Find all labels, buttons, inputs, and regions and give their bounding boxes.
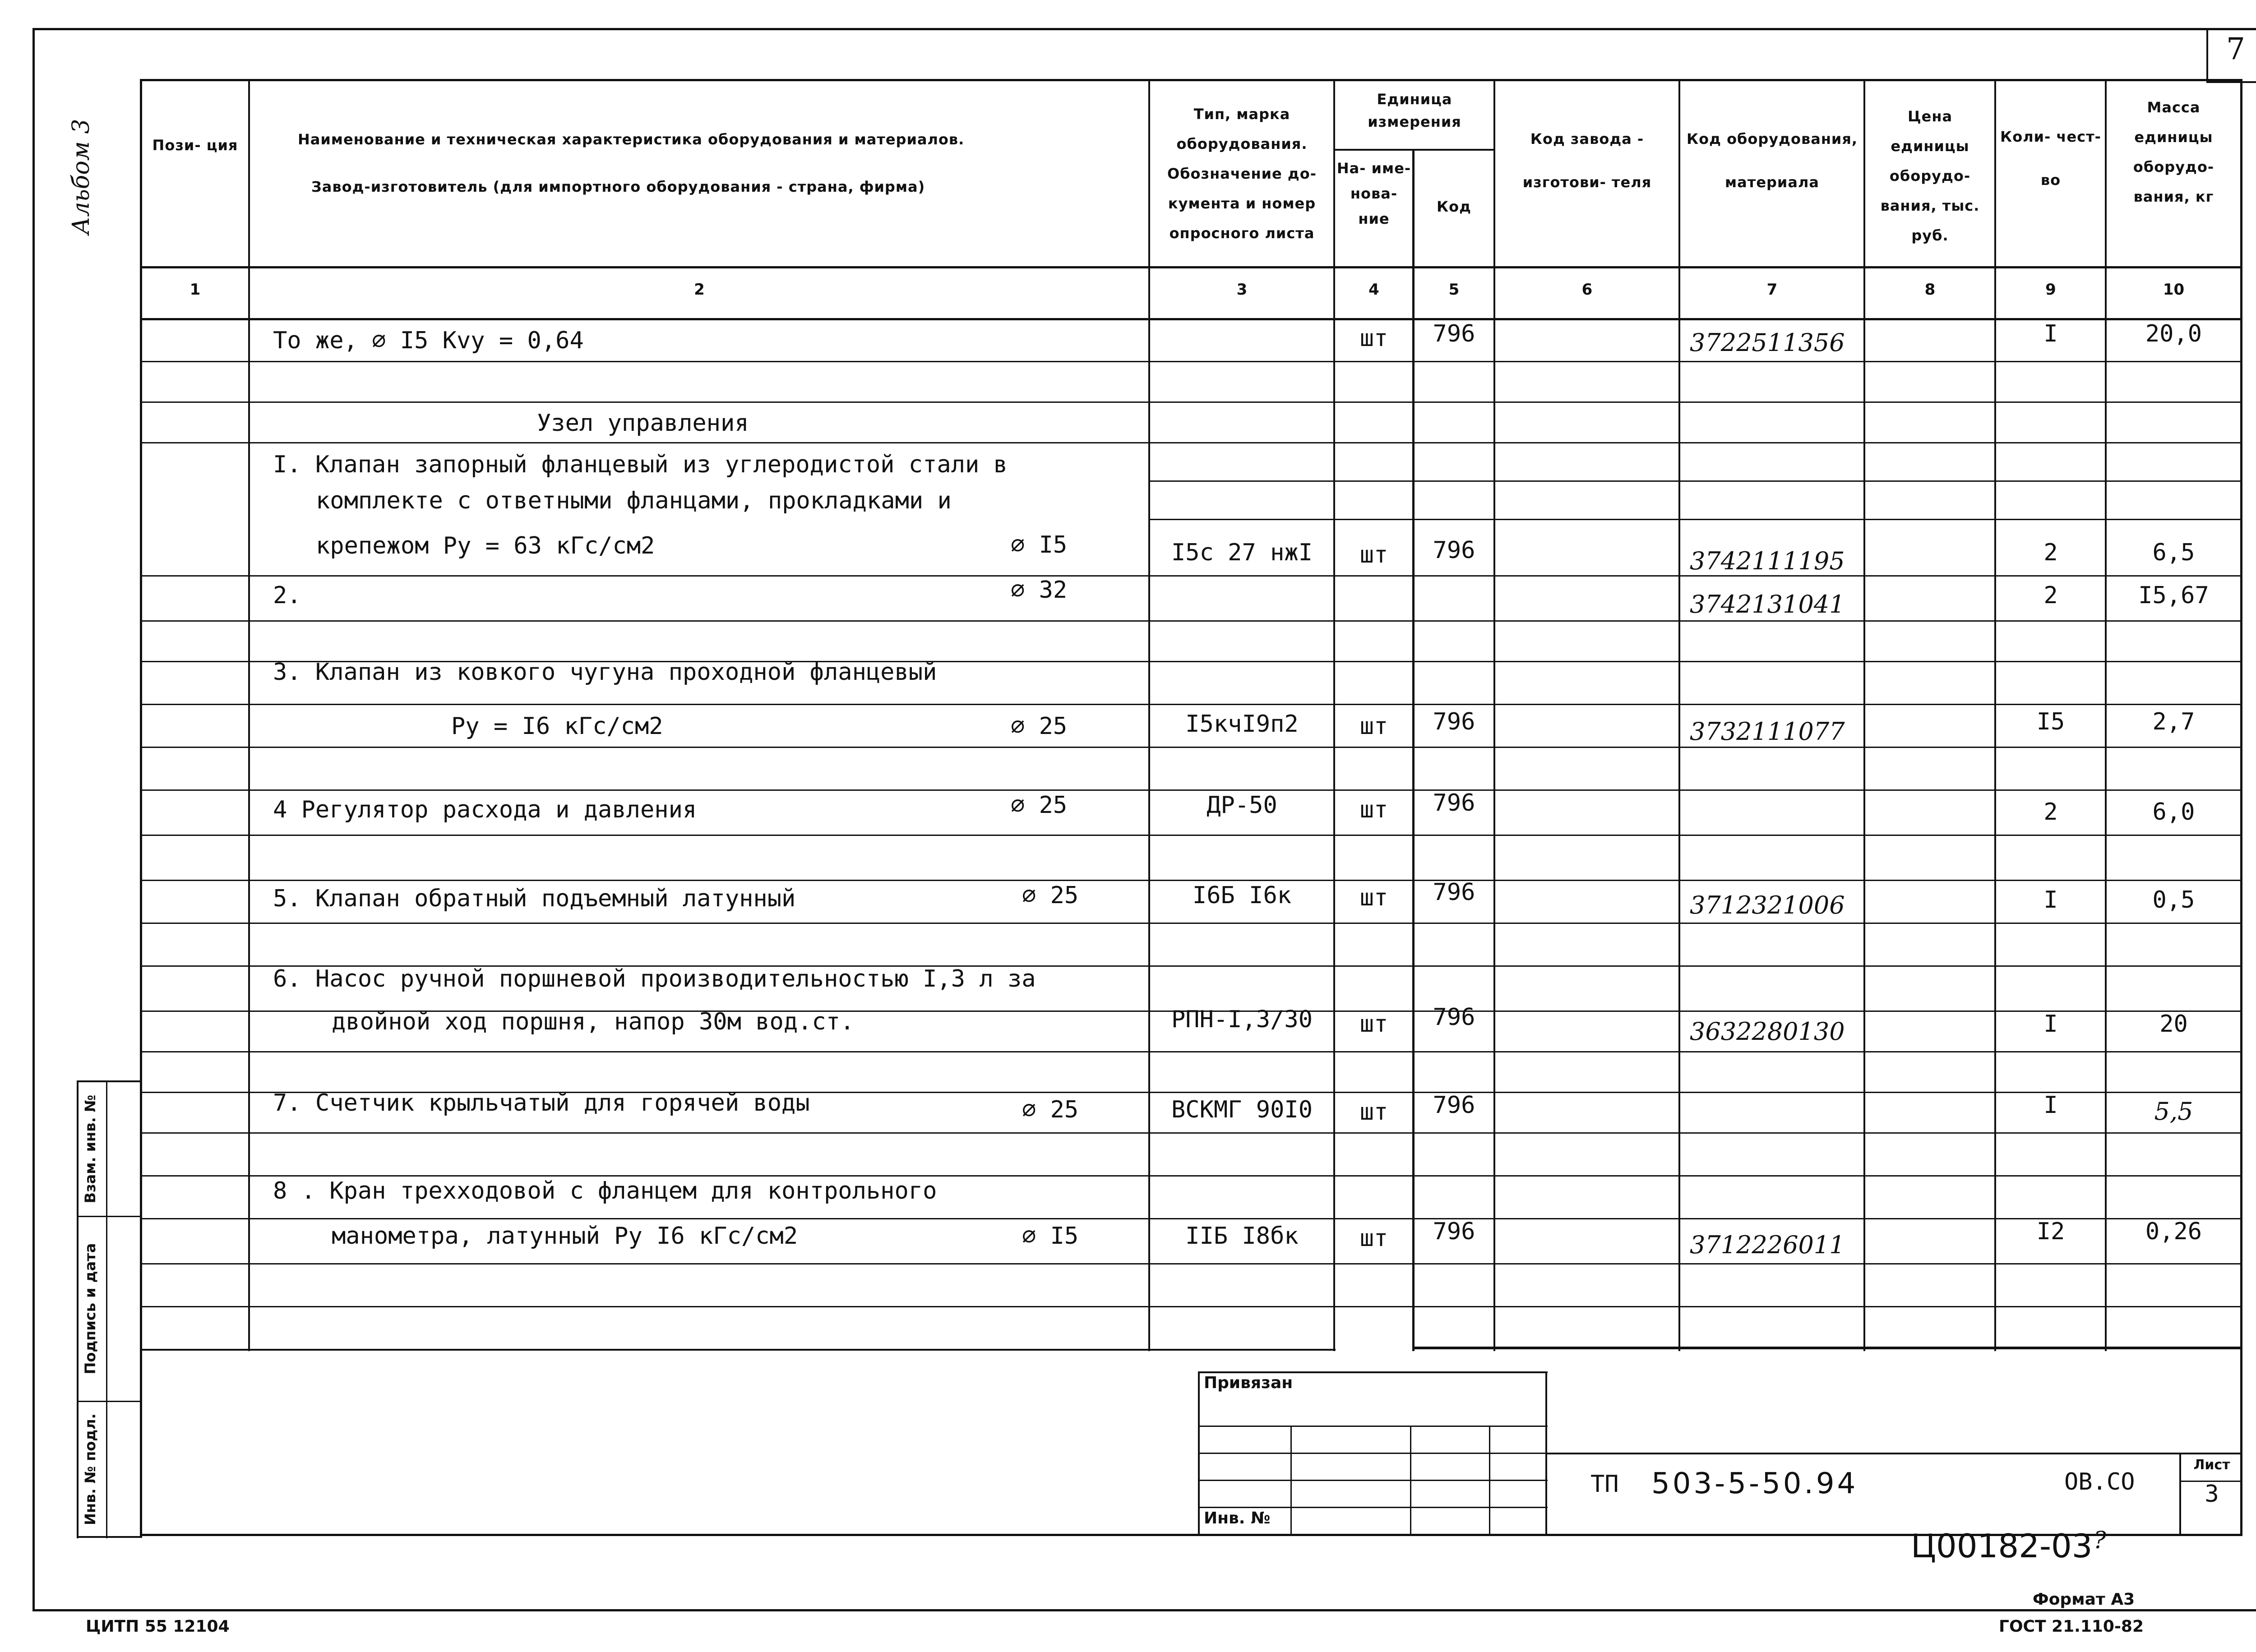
row-line <box>140 620 2242 622</box>
row-name: Ру = I6 кГс/см2 <box>451 713 663 740</box>
row-qty: I2 <box>2036 1218 2065 1245</box>
row-line <box>140 747 2242 748</box>
row-item-code: 3712226011 <box>1690 1231 1845 1259</box>
colnum-8: 8 <box>1924 281 1936 299</box>
section-title: Узел управления <box>537 410 749 437</box>
row-qty: 2 <box>2043 539 2058 566</box>
col-sep-5 <box>1493 79 1495 1351</box>
footer-format: Формат А3 <box>2033 1590 2135 1609</box>
row-line <box>140 835 2242 836</box>
row-line <box>140 1218 2242 1219</box>
stamp-doc-number: 503-5-50.94 <box>1651 1467 1858 1500</box>
row-qty: I <box>2043 1011 2058 1038</box>
row-line <box>140 401 2242 403</box>
row-name: двойной ход поршня, напор 30м вод.ст. <box>332 1008 855 1035</box>
stamp-col <box>1290 1426 1292 1536</box>
row-code: 796 <box>1433 789 1475 817</box>
row-code: 796 <box>1433 1218 1475 1245</box>
col-sep-6 <box>1678 79 1680 1351</box>
handwritten-mark: ? <box>2094 1527 2106 1554</box>
header-bottom <box>140 266 2242 268</box>
row-line <box>1148 480 2242 482</box>
row-item-code: 3632280130 <box>1690 1017 1845 1046</box>
row-item-code: 3732111077 <box>1690 717 1845 746</box>
col-sep-8 <box>1994 79 1996 1351</box>
row-code: 796 <box>1433 1092 1475 1119</box>
col-sep-1 <box>248 79 250 1351</box>
stamp-row <box>1198 1507 1548 1508</box>
row-line <box>140 1306 2242 1307</box>
row-diameter: ∅ 25 <box>1022 882 1079 909</box>
row-name: 6. Насос ручной поршневой производительностью I,3 л за <box>273 965 1036 992</box>
row-line <box>140 704 2242 705</box>
stamp-inv-no: Инв. № <box>1204 1509 1271 1527</box>
colnum-4: 4 <box>1368 281 1379 299</box>
row-mass: 20 <box>2159 1011 2188 1038</box>
row-name: 2. <box>273 582 301 609</box>
body-bottom <box>140 1349 1336 1351</box>
col-sep-9 <box>2105 79 2107 1351</box>
stamp-row <box>1198 1453 1548 1454</box>
row-mass: 6,0 <box>2152 798 2195 826</box>
row-qty: 2 <box>2043 798 2058 826</box>
stamp-doc-code: ТП <box>1590 1471 1619 1498</box>
row-item-code: 3742131041 <box>1690 590 1845 618</box>
row-line <box>1148 519 2242 520</box>
stamp-doc-mark: ОВ.СО <box>2064 1468 2135 1495</box>
row-type: I6Б I6к <box>1192 882 1292 909</box>
table-right <box>2240 79 2242 1536</box>
frame-left <box>32 28 35 1611</box>
handwritten-code: Ц00182-03 <box>1911 1527 2093 1565</box>
row-line <box>140 1132 2242 1134</box>
row-unit: шт <box>1359 1225 1388 1252</box>
row-unit: шт <box>1359 1098 1388 1126</box>
footer-left: ЦИТП 55 12104 <box>86 1617 230 1636</box>
row-name: 3. Клапан из ковкого чугуна проходной фланцевый <box>273 659 937 686</box>
side-label-inv-podl: Инв. № подл. <box>82 1413 99 1525</box>
row-diameter: ∅ I5 <box>1022 1223 1079 1250</box>
header-col2-line1: Наименование и техническая характеристика оборудования и материалов. <box>298 131 965 148</box>
header-col10: Масса единицы оборудо- вания, кг <box>2133 99 2214 205</box>
colnum-6: 6 <box>1581 281 1593 299</box>
header-units-group: Единица измерения <box>1368 91 1461 130</box>
row-code: 796 <box>1433 708 1475 735</box>
row-type: ВСКМГ 90I0 <box>1171 1096 1313 1123</box>
row-mass: 0,26 <box>2145 1218 2202 1245</box>
row-mass: I5,67 <box>2138 582 2209 609</box>
side-mid <box>106 1080 107 1538</box>
col-sep-2 <box>1148 79 1150 1351</box>
colnum-7: 7 <box>1766 281 1778 299</box>
stamp-sheet-label: Лист <box>2193 1457 2230 1473</box>
row-name: То же, ∅ I5 Kvy = 0,64 <box>273 327 584 354</box>
row-unit: шт <box>1359 796 1388 823</box>
col-sep-7 <box>1863 79 1865 1351</box>
header-col3: Тип, марка оборудования. Обозначение до- кумента и номер опросного листа <box>1167 106 1317 242</box>
row-name: I. Клапан запорный фланцевый из углеродистой стали в <box>273 451 1008 478</box>
row-item-code: 3742111195 <box>1690 547 1845 575</box>
row-line <box>140 1051 2242 1052</box>
row-diameter: ∅ I5 <box>1011 531 1068 558</box>
colnum-1: 1 <box>190 281 201 299</box>
row-qty: 2 <box>2043 582 2058 609</box>
row-unit: шт <box>1359 1011 1388 1038</box>
row-qty: I5 <box>2036 708 2065 735</box>
row-qty: I <box>2043 1092 2058 1119</box>
row-diameter: ∅ 32 <box>1011 577 1068 604</box>
row-type: ДР-50 <box>1207 792 1277 819</box>
row-name: 8 . Кран трехходовой с фланцем для контрольного <box>273 1177 937 1204</box>
footer-gost: ГОСТ 21.110-82 <box>1999 1617 2144 1636</box>
header-col5: Код <box>1437 198 1471 215</box>
colnum-bottom <box>140 318 2242 320</box>
row-name: 5. Клапан обратный подъемный латунный <box>273 885 796 912</box>
row-type: I5с 27 нжI <box>1171 539 1313 566</box>
header-col9: Коли- чест- во <box>2000 128 2101 189</box>
stamp-main-top <box>1545 1453 2242 1454</box>
colnum-9: 9 <box>2045 281 2056 299</box>
side-label-podpis: Подпись и дата <box>82 1243 99 1375</box>
body-bottom-bold <box>1412 1347 2240 1349</box>
stamp-privyazan: Привязан <box>1204 1374 1293 1392</box>
row-line <box>140 361 2242 362</box>
colnum-2: 2 <box>694 281 705 299</box>
stamp-top <box>1198 1371 1548 1373</box>
stamp-col <box>1410 1426 1411 1536</box>
row-diameter: ∅ 25 <box>1011 713 1068 740</box>
header-col7: Код оборудования, материала <box>1686 130 1858 191</box>
colnum-5: 5 <box>1448 281 1460 299</box>
row-qty: I <box>2043 886 2058 914</box>
row-mass: 20,0 <box>2145 320 2202 347</box>
row-qty: I <box>2043 320 2058 347</box>
table-top <box>140 79 2242 81</box>
header-col8: Цена единицы оборудо- вания, тыс. руб. <box>1880 108 1980 244</box>
row-mass: 6,5 <box>2152 539 2195 566</box>
row-type: IIБ I8бк <box>1185 1223 1299 1250</box>
stamp-col <box>1489 1426 1490 1536</box>
row-name: крепежом Ру = 63 кГс/см2 <box>316 532 655 559</box>
col-sep-3 <box>1333 79 1335 1351</box>
row-code: 796 <box>1433 1004 1475 1031</box>
stamp-sheet-number: 3 <box>2205 1481 2219 1508</box>
row-item-code: 3722511356 <box>1690 328 1845 357</box>
side-label-vzam: Взам. инв. № <box>82 1094 99 1204</box>
row-diameter: ∅ 25 <box>1022 1096 1079 1123</box>
colnum-10: 10 <box>2163 281 2185 299</box>
row-name: 4 Регулятор расхода и давления <box>273 796 697 823</box>
row-name: 7. Счетчик крыльчатый для горячей воды <box>273 1089 810 1117</box>
row-mass: 0,5 <box>2152 886 2195 914</box>
row-line <box>140 880 2242 881</box>
row-diameter: ∅ 25 <box>1011 792 1068 819</box>
row-name: комплекте с ответными фланцами, прокладками и <box>316 487 952 514</box>
header-col1: Пози- ция <box>152 137 238 154</box>
stamp-row <box>1198 1426 1548 1427</box>
row-line <box>140 442 2242 443</box>
row-item-code: 3712321006 <box>1690 891 1845 919</box>
row-unit: шт <box>1359 541 1388 568</box>
colnum-3: 3 <box>1236 281 1248 299</box>
header-col2-line2: Завод-изготовитель (для импортного оборудования - страна, фирма) <box>311 178 925 195</box>
album-note: Альбом 3 <box>68 119 95 235</box>
row-line <box>140 789 2242 791</box>
row-mass: 5,5 <box>2154 1097 2193 1126</box>
row-code: 796 <box>1433 320 1475 347</box>
page-number-box-bottom <box>2206 81 2256 83</box>
row-type: РПН-I,3/30 <box>1171 1006 1313 1033</box>
header-col6: Код завода - изготови- теля <box>1522 130 1652 191</box>
frame-bottom <box>32 1609 2256 1611</box>
row-line <box>140 575 2242 577</box>
row-type: I5кчI9п2 <box>1185 711 1299 738</box>
row-mass: 2,7 <box>2152 708 2195 735</box>
row-line <box>140 1175 2242 1177</box>
row-name: манометра, латунный Ру I6 кГс/см2 <box>332 1223 798 1250</box>
header-col4: На- име- нова- ние <box>1336 160 1411 227</box>
row-line <box>140 1263 2242 1264</box>
side-left <box>77 1080 79 1538</box>
row-code: 796 <box>1433 879 1475 906</box>
row-line <box>140 923 2242 924</box>
row-code: 796 <box>1433 537 1475 564</box>
frame-top <box>32 28 2256 30</box>
stamp-row <box>1198 1480 1548 1481</box>
page-number: 7 <box>2226 32 2245 66</box>
row-unit: шт <box>1359 884 1388 911</box>
row-unit: шт <box>1359 713 1388 740</box>
row-unit: шт <box>1359 325 1388 352</box>
